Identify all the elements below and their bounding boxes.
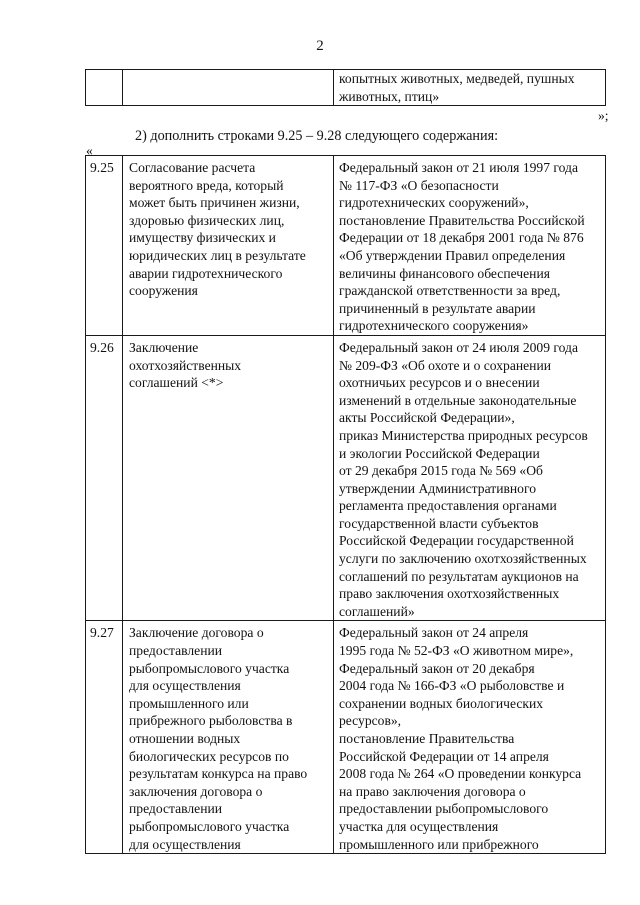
table-row	[86, 621, 606, 854]
row-number-cell	[86, 70, 123, 106]
row-number-cell	[86, 621, 123, 854]
amendment-instruction: 2) дополнить строками 9.25 – 9.28 следующего содержания:	[135, 128, 499, 144]
legal-basis-text: копытных животных, медведей, пушных животных, птиц»	[339, 71, 575, 104]
table-row	[86, 156, 606, 336]
service-name-cell	[123, 156, 334, 336]
services-table	[85, 155, 606, 854]
row-number: 9.26	[90, 339, 114, 355]
row-number: 9.25	[90, 160, 114, 175]
legal-basis-text: Федеральный закон от 21 июля 1997 года № 117-ФЗ «О безопасности гидротехнических сооружений», постановление Правительства Российской Федерации от 18 декабря 2001 года № 876 «Об утверждении Правил определения величины финансового обеспечения гражданской ответственности за вред, причиненный в результате аварии гидротехнического сооружения»	[339, 160, 585, 334]
continued-table-row	[85, 69, 606, 106]
legal-basis-text: Федеральный закон от 24 июля 2009 года № 209-ФЗ «Об охоте и о сохранении охотничьих ресурсов и о внесении изменений в отдельные законодательные акты Российской Федерации», приказ Министерства природных ресурсов и экологии Российской Федерации от 29 декабря 2015 года № 569 «Об утверждении Административного регламента предоставления органами государственной власти субъектов Российской Федерации государственной услуги по заключению охотхозяйственных соглашений по результатам аукционов на право заключения охотхозяйственных соглашений»	[339, 339, 588, 619]
service-name-cell	[123, 70, 334, 106]
opening-quote: «	[86, 143, 93, 158]
legal-basis-text: Федеральный закон от 24 апреля 1995 года № 52-ФЗ «О животном мире», Федеральный закон от 20 декабря 2004 года № 166-ФЗ «О рыболовстве и сохранении водных биологических ресурсов», постановление Правительства Российской Федерации от 14 апреля 2008 года № 264 «О проведении конкурса на право заключения договора о предоставлении рыбопромыслового участка для осуществления промышленного или прибрежного	[339, 625, 582, 852]
service-name-cell	[123, 621, 334, 854]
row-number-cell	[86, 335, 123, 621]
legal-basis-cell	[334, 156, 606, 336]
service-name: Согласование расчета вероятного вреда, который может быть причинен жизни, здоровью физических лиц, имуществу физических и юридических лиц в результате аварии гидротехнического сооружения	[129, 160, 306, 299]
service-name: Заключение охотхозяйственных соглашений <*>	[129, 339, 242, 391]
closing-quote: »;	[598, 108, 609, 123]
legal-basis-cell	[334, 335, 606, 621]
legal-basis-cell	[334, 70, 606, 106]
service-name: Заключение договора о предоставлении рыбопромыслового участка для осуществления промышленного или прибрежного рыболовства в отношении водных биологических ресурсов по результатам конкурса на право заключения договора о предоставлении рыбопромыслового участка для осуществления	[129, 625, 308, 852]
row-number: 9.27	[90, 625, 114, 641]
table-row	[86, 335, 606, 621]
service-name-cell	[123, 335, 334, 621]
page-number: 2	[316, 38, 324, 54]
row-number-cell	[86, 156, 123, 336]
table-row	[86, 70, 606, 106]
legal-basis-cell	[334, 621, 606, 854]
